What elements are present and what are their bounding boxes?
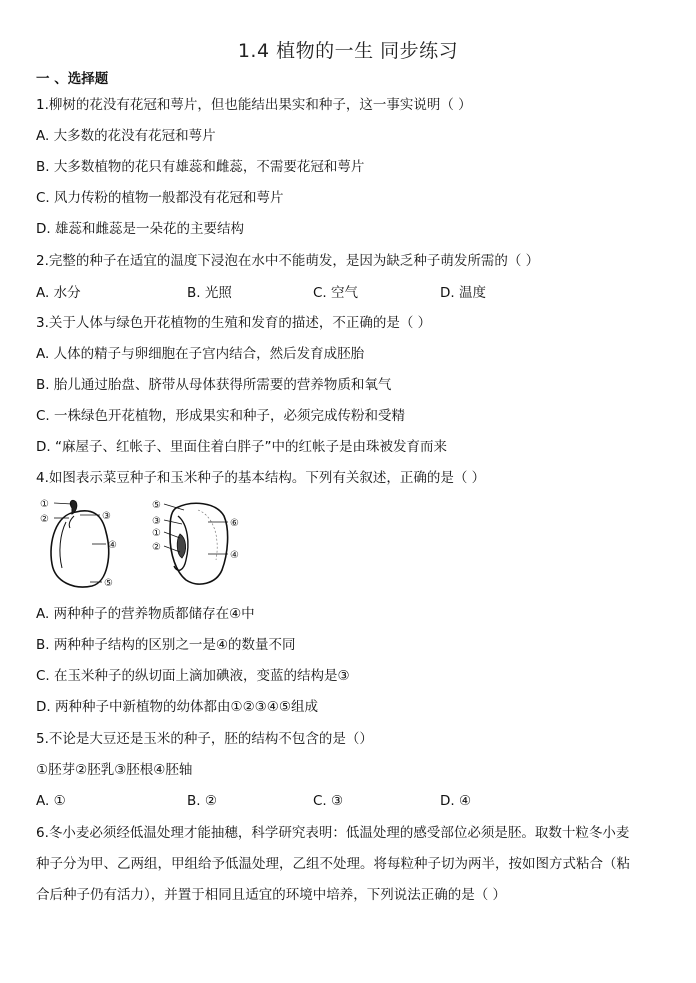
q4-option-c: C. 在玉米种子的纵切面上滴加碘液，变蓝的结构是③ <box>36 668 350 684</box>
q1-option-a: A. 大多数的花没有花冠和萼片 <box>36 128 216 144</box>
bean-label-2: ② <box>40 514 49 525</box>
corn-label-5: ⑤ <box>152 500 161 511</box>
q5-items: ①胚芽②胚乳③胚根④胚轴 <box>36 762 193 778</box>
q2-option-a: A. 水分 <box>36 285 81 301</box>
q1-option-d: D. 雄蕊和雌蕊是一朵花的主要结构 <box>36 221 244 237</box>
q4-option-a: A. 两种种子的营养物质都储存在④中 <box>36 606 255 622</box>
q3-option-b: B. 胎儿通过胎盘、脐带从母体获得所需要的营养物质和氧气 <box>36 377 392 393</box>
q1-stem: 1.柳树的花没有花冠和萼片，但也能结出果实和种子，这一事实说明（ ） <box>36 97 472 113</box>
bean-label-3: ③ <box>102 511 111 522</box>
q1-option-c: C. 风力传粉的植物一般都没有花冠和萼片 <box>36 190 284 206</box>
seed-diagram <box>36 494 266 594</box>
q3-option-a: A. 人体的精子与卵细胞在子宫内结合，然后发育成胚胎 <box>36 346 365 362</box>
q5-option-c: C. ③ <box>313 793 344 809</box>
q2-option-b: B. 光照 <box>187 285 232 301</box>
section-heading: 一 、选择题 <box>36 71 109 87</box>
q1-option-b: B. 大多数植物的花只有雄蕊和雌蕊，不需要花冠和萼片 <box>36 159 365 175</box>
q5-option-a: A. ① <box>36 793 66 809</box>
corn-label-2: ② <box>152 542 161 553</box>
q3-stem: 3.关于人体与绿色开花植物的生殖和发育的描述，不正确的是（ ） <box>36 315 432 331</box>
q2-stem: 2.完整的种子在适宜的温度下浸泡在水中不能萌发，是因为缺乏种子萌发所需的（ ） <box>36 253 540 269</box>
q6-line-1: 6.冬小麦必须经低温处理才能抽穗，科学研究表明：低温处理的感受部位必须是胚。取数十粒冬小麦 <box>36 825 630 841</box>
bean-label-1: ① <box>40 499 49 510</box>
q3-option-c: C. 一株绿色开花植物，形成果实和种子，必须完成传粉和受精 <box>36 408 406 424</box>
q2-option-c: C. 空气 <box>313 285 359 301</box>
bean-label-5: ⑤ <box>104 578 113 589</box>
q4-option-d: D. 两种种子中新植物的幼体都由①②③④⑤组成 <box>36 699 318 715</box>
bean-seed <box>40 499 117 589</box>
q4-option-b: B. 两种种子结构的区别之一是④的数量不同 <box>36 637 296 653</box>
corn-label-6: ⑥ <box>230 518 239 529</box>
bean-label-4: ④ <box>108 540 117 551</box>
q4-stem: 4.如图表示菜豆种子和玉米种子的基本结构。下列有关叙述，正确的是（ ） <box>36 470 486 486</box>
q5-option-d: D. ④ <box>440 793 472 809</box>
page-title: 1.4 植物的一生 同步练习 <box>237 40 459 62</box>
q2-option-d: D. 温度 <box>440 285 486 301</box>
q6-line-3: 合后种子仍有活力），并置于相同且适宜的环境中培养，下列说法正确的是（ ） <box>36 887 507 903</box>
corn-seed <box>152 500 239 584</box>
q5-stem: 5.不论是大豆还是玉米的种子，胚的结构不包含的是（） <box>36 731 373 747</box>
corn-label-4: ④ <box>230 550 239 561</box>
corn-label-1: ① <box>152 528 161 539</box>
corn-label-3: ③ <box>152 516 161 527</box>
q6-line-2: 种子分为甲、乙两组，甲组给予低温处理，乙组不处理。将每粒种子切为两半，按如图方式粘合（粘 <box>36 856 630 872</box>
q5-option-b: B. ② <box>187 793 217 809</box>
q3-option-d: D. “麻屋子、红帐子、里面住着白胖子”中的红帐子是由珠被发育而来 <box>36 439 447 455</box>
seed-structure-figure <box>36 494 266 594</box>
